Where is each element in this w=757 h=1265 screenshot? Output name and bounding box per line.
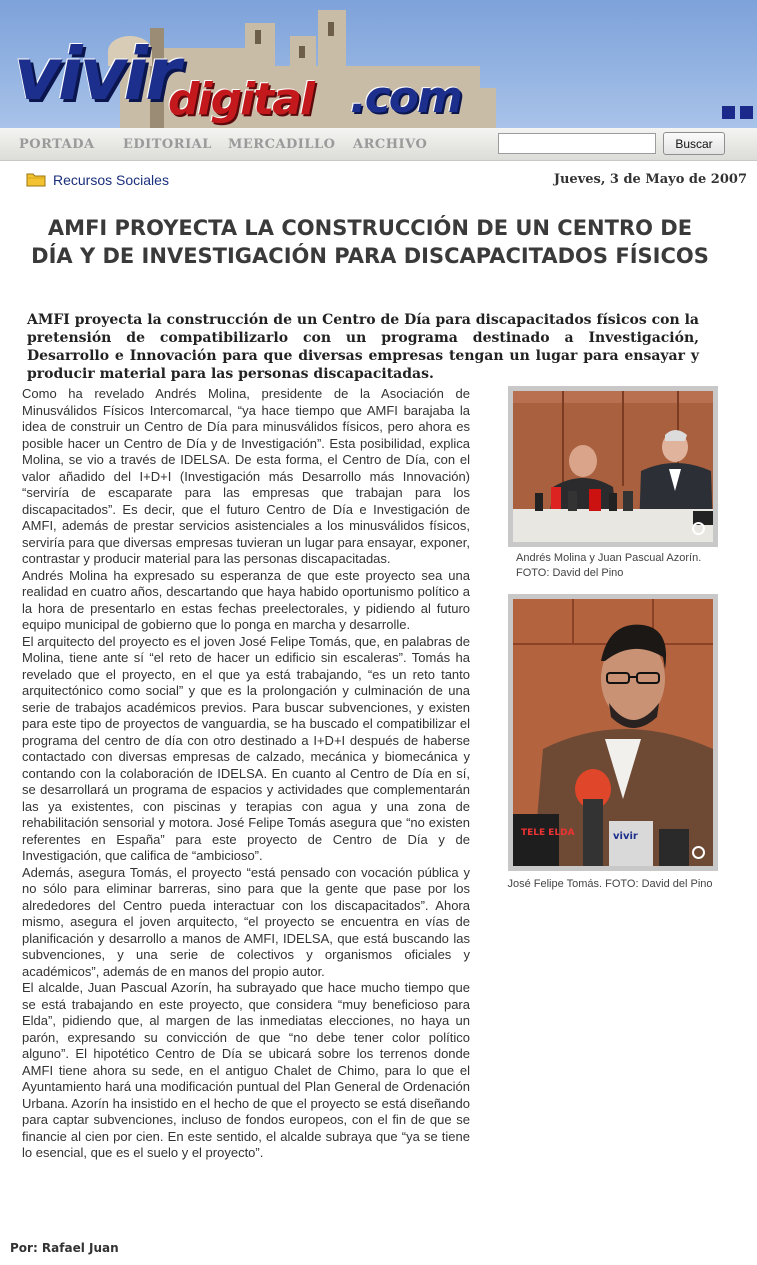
article-body — [22, 386, 470, 1162]
nav-editorial[interactable]: EDITORIAL — [123, 137, 212, 152]
banner-window — [299, 46, 305, 58]
header-banner — [0, 0, 757, 128]
logo-digital[interactable]: digital — [168, 74, 313, 125]
photo-architect[interactable] — [508, 594, 718, 871]
photo-architect-image — [513, 599, 713, 866]
nav-archivo[interactable]: ARCHIVO — [353, 137, 428, 152]
article-date: Jueves, 3 de Mayo de 2007 — [553, 172, 747, 187]
banner-square-icon — [740, 106, 753, 119]
section-link[interactable]: Recursos Sociales — [53, 172, 169, 188]
logo-com[interactable]: .com — [350, 72, 461, 123]
banner-window — [328, 22, 334, 36]
article-paragraph: Como ha revelado Andrés Molina, presidente de la Asociación de Minusválidos Físicos Intercomarcal, “ya hace tiempo que AMFI barajaba la idea de construir un Centro de Día para minusválidos físicos, pero ahora es posible hacer un Centro de Día y de Investigación”. Esta posibilidad, explica Molina, se vio a través de IDELSA. De esta forma, el Centro de Día, con el valor añadido del I+D+I (Investigación más Desarrollo más Innovación) “serviría de escaparate para las empresas que trabajan para los discapacitados”. Es decir, que el futuro Centro de Día e Investigación de AMFI, además de prestar servicios asistenciales a los minusválidos físicos, serviría para que diversas empresas tuvieran un lugar para ensayar, exponer, contrastar y producir material para las personas discapacitadas. — [22, 386, 470, 566]
search-button[interactable]: Buscar — [663, 132, 725, 155]
folder-icon — [26, 172, 46, 187]
banner-square-icon — [722, 106, 735, 119]
logo-vivir[interactable]: vivir — [14, 32, 178, 116]
article-paragraph: Además, asegura Tomás, el proyecto “está pensado con vocación pública y no sólo para eliminar barreras, sino para que la gente que pase por los alrededores del Centro pueda interactuar con los discapacitados”. Ahora mismo, asegura el joven arquitecto, “el proyecto se encuentra en vías de planificación y desarrollo a manos de AMFI, IDELSA, que está buscando las subvenciones, y una serie de colectivos y organismos oficiales y académicos”, además de en manos del propio autor. — [22, 864, 470, 979]
photo-caption: José Felipe Tomás. FOTO: David del Pino — [507, 878, 713, 890]
zoom-icon[interactable] — [692, 846, 705, 859]
photo-press-conference[interactable] — [508, 386, 718, 547]
photo-press-conference-image — [513, 391, 713, 542]
nav-mercadillo[interactable]: MERCADILLO — [228, 137, 336, 152]
mic-flag-label: vivir — [613, 831, 638, 842]
search-input[interactable] — [498, 133, 656, 154]
architect-illustration — [513, 599, 713, 866]
nav-portada[interactable]: PORTADA — [19, 137, 95, 152]
article-headline: AMFI PROYECTA LA CONSTRUCCIÓN DE UN CENTRO DE DÍA Y DE INVESTIGACIÓN PARA DISCAPACITADOS FÍSICOS — [31, 216, 709, 268]
banner-window — [255, 30, 261, 44]
banner-tower — [470, 88, 496, 128]
article-paragraph: El alcalde, Juan Pascual Azorín, ha subrayado que hace mucho tiempo que se está trabajando en este proyecto, que considera “muy beneficioso para Elda”, pidiendo que, al margen de las inmediatas elecciones, no haya un parón, expresando su convicción de que “no debe tener color político alguno”. El hipotético Centro de Día se ubicará sobre los terrenos donde AMFI tiene ahora su sede, en el antiguo Chalet de Chimo, para lo que el Ayuntamiento hará una modificación puntual del Plan General de Ordenación Urbana. Azorín ha insistido en el hecho de que el proyecto se está diseñando para captar subvenciones, incluso de fondos europeos, con el fin de que se financie al cien por cien. En este sentido, el alcalde subraya que “ya se tiene lo esencial, que es el suelo y el proyecto”. — [22, 980, 470, 1160]
nav-bar — [0, 128, 757, 161]
article-paragraph: El arquitecto del proyecto es el joven José Felipe Tomás, que, en palabras de Molina, tiene ante sí “el reto de hacer un edificio sin escaleras”. Tomás ha revelado que el proyecto, en el que ya está trabajando, “es un reto tanto arquitectónico como social” y que es la prolongación y culminación de una serie de trabajos académicos previos. Para buscar subvenciones, y existen para este tipo de proyectos de vanguardia, se ha buscado el compatibilizar el programa del centro de día con otro destinado a I+D+I después de haberse contactado con diversas empresas de calzado, mecánica y biomecánica y contando con la colaboración de IDELSA. En cuanto al Centro de Día en sí, se desarrollará un programa de espacios y actividades que complementarán las ya existentes, con piscinas y terapias con agua y una zona de rehabilitación sensorial y motora. José Felipe Tomás asegura que “no existen referentes en España” para este proyecto de Centro de Día y de Investigación, que califica de “ambicioso”. — [22, 633, 470, 863]
article-paragraph: Andrés Molina ha expresado su esperanza de que este proyecto sea una realidad en cuatro años, descartando que haya habido oportunismo político a la hora de presentarlo en estas fechas preelectorales, y pidiendo al futuro equipo municipal de gobierno que lo ponga en marcha y desarrolle. — [22, 567, 470, 632]
mic-flag-label: TELE ELDA — [521, 828, 575, 838]
press-conference-illustration — [513, 391, 713, 542]
article-byline: Por: Rafael Juan — [10, 1241, 119, 1255]
zoom-icon[interactable] — [692, 522, 705, 535]
photo-caption: Andrés Molina y Juan Pascual Azorín. FOTO: David del Pino — [516, 552, 702, 579]
article-lead: AMFI proyecta la construcción de un Centro de Día para discapacitados físicos con la pretensión de compatibilizarlo con un programa destinado a Investigación, Desarrollo e Innovación para que diversas empresas tengan un lugar para ensayar y producir material para las personas discapacitadas. — [27, 312, 699, 382]
